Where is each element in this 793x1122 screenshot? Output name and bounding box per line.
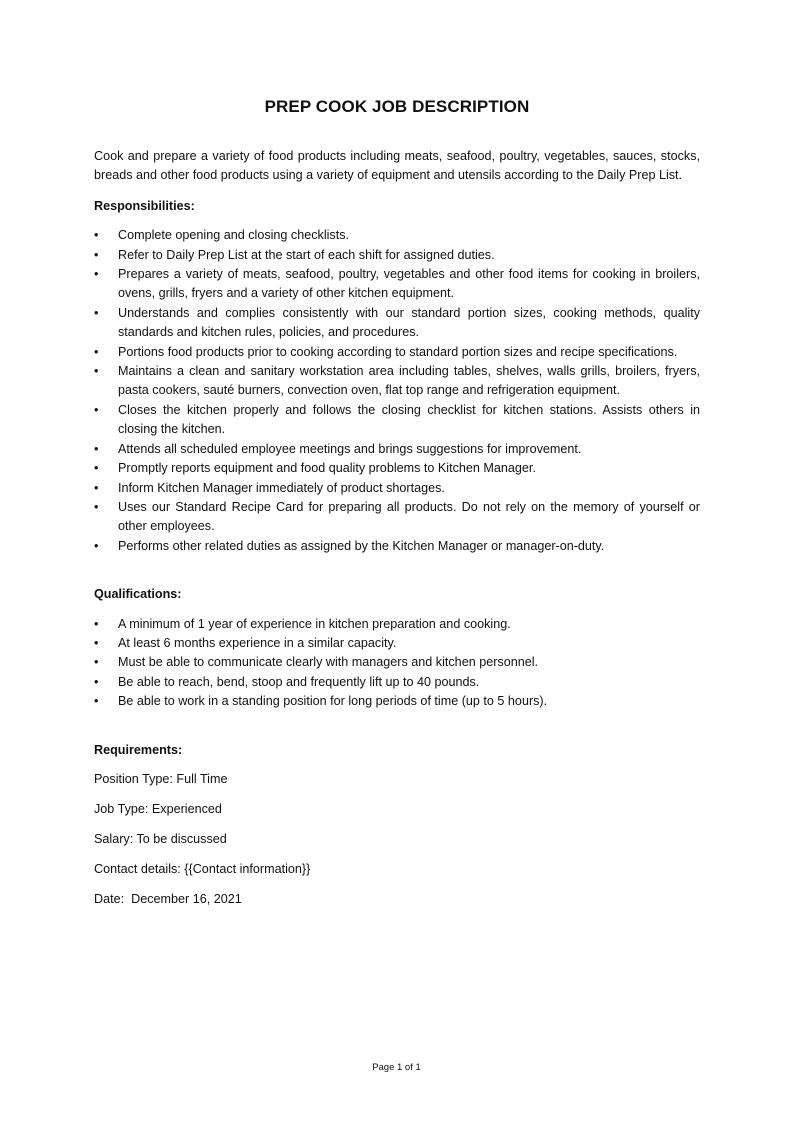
list-item-text: Maintains a clean and sanitary workstation area including tables, shelves, walls grills, broilers, fryers, pasta cookers, sauté burners, convection oven, flat top range and refrigeration equipment. (118, 364, 700, 398)
section-spacer (94, 712, 700, 741)
list-item (94, 479, 700, 498)
bullet-icon: • (94, 616, 99, 631)
bullet-icon: • (94, 461, 99, 476)
salary-line: Salary: To be discussed (94, 831, 227, 846)
list-item-text: Complete opening and closing checklists. (118, 228, 350, 243)
section-spacer (94, 556, 700, 585)
bullet-icon: • (94, 694, 99, 709)
responsibilities-list (94, 226, 700, 556)
list-item-text: Inform Kitchen Manager immediately of product shortages. (118, 480, 445, 495)
list-item (94, 673, 700, 692)
list-item-text: Performs other related duties as assigned by the Kitchen Manager or manager-on-duty. (118, 538, 605, 553)
qualifications-list (94, 615, 700, 712)
bullet-icon: • (94, 267, 99, 282)
date-line: Date: December 16, 2021 (94, 891, 242, 906)
bullet-icon: • (94, 655, 99, 670)
list-item-text: At least 6 months experience in a similar capacity. (118, 635, 397, 650)
job-type-line: Job Type: Experienced (94, 801, 222, 816)
list-item (94, 498, 700, 537)
list-item (94, 362, 700, 401)
bullet-icon: • (94, 674, 99, 689)
list-item-text: Refer to Daily Prep List at the start of each shift for assigned duties. (118, 247, 495, 262)
list-item-text: Must be able to communicate clearly with managers and kitchen personnel. (118, 655, 539, 670)
page-footer: Page 1 of 1 (372, 1062, 421, 1073)
bullet-icon: • (94, 441, 99, 456)
list-item-text: Promptly reports equipment and food quality problems to Kitchen Manager. (118, 461, 536, 476)
list-item-text: Be able to work in a standing position for long periods of time (up to 5 hours). (118, 694, 548, 709)
list-item-text: Be able to reach, bend, stoop and frequently lift up to 40 pounds. (118, 674, 480, 689)
list-item-text: Prepares a variety of meats, seafood, poultry, vegetables and other food items for cooking in broilers, ovens, grills, fryers and a variety of other kitchen equipment. (118, 267, 700, 301)
list-item (94, 304, 700, 343)
list-item-text: A minimum of 1 year of experience in kitchen preparation and cooking. (118, 616, 511, 631)
list-item (94, 401, 700, 440)
list-item-text: Uses our Standard Recipe Card for preparing all products. Do not rely on the memory of yourself or other employees. (118, 499, 700, 534)
list-item-text: Closes the kitchen properly and follows the closing checklist for kitchen stations. Assists others in closing the kitchen. (118, 402, 700, 437)
list-item (94, 343, 700, 362)
list-item-text: Portions food products prior to cooking according to standard portion sizes and recipe specifications. (118, 344, 678, 359)
bullet-icon: • (94, 344, 99, 359)
list-item (94, 440, 700, 459)
bullet-icon: • (94, 402, 99, 417)
bullet-icon: • (94, 635, 99, 650)
list-item (94, 459, 700, 478)
qualifications-heading: Qualifications: (94, 587, 182, 602)
list-item (94, 246, 700, 265)
bullet-icon: • (94, 247, 99, 262)
list-item (94, 692, 700, 711)
requirements-heading: Requirements: (94, 742, 183, 757)
list-item (94, 653, 700, 672)
list-item-text: Understands and complies consistently with our standard portion sizes, cooking methods, quality standards and kitchen rules, policies, and procedures. (118, 305, 700, 340)
bullet-icon: • (94, 305, 99, 320)
document-page (94, 95, 700, 920)
bullet-icon: • (94, 228, 99, 243)
list-item (94, 615, 700, 634)
list-item (94, 226, 700, 245)
responsibilities-heading: Responsibilities: (94, 198, 195, 213)
list-item (94, 537, 700, 556)
document-title: PREP COOK JOB DESCRIPTION (264, 97, 530, 116)
list-item (94, 265, 700, 304)
bullet-icon: • (94, 499, 99, 514)
intro-paragraph: Cook and prepare a variety of food products including meats, seafood, poultry, vegetables, sauces, stocks, breads and other food products using a variety of equipment and utensils according to the Daily Prep List. (94, 149, 700, 183)
bullet-icon: • (94, 364, 99, 379)
list-item (94, 634, 700, 653)
contact-details-line: Contact details: {{Contact information}} (94, 861, 311, 876)
bullet-icon: • (94, 480, 99, 495)
list-item-text: Attends all scheduled employee meetings and brings suggestions for improvement. (118, 441, 582, 456)
position-type-line: Position Type: Full Time (94, 771, 228, 786)
bullet-icon: • (94, 538, 99, 553)
